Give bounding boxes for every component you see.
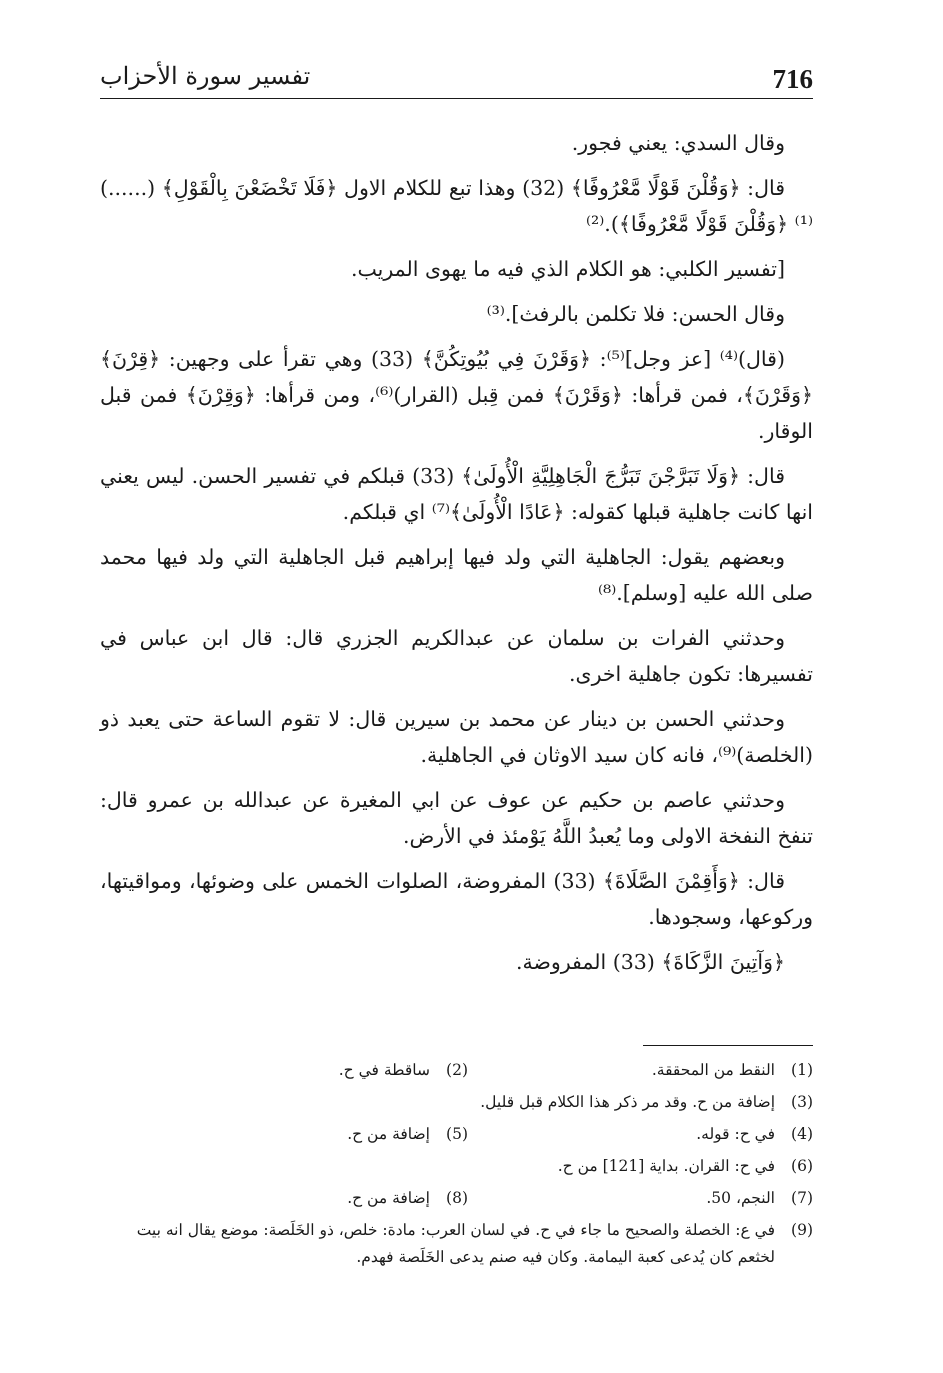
footnote-divider — [643, 1045, 813, 1046]
footnote-number: (1) — [791, 1061, 813, 1079]
footnote — [123, 1182, 468, 1214]
footnote-text: في ح: القران. بداية [121] من ح. — [557, 1157, 775, 1175]
paragraph: وقال السدي: يعني فجور. — [571, 131, 785, 155]
footnote-text: في ح: قوله. — [696, 1125, 775, 1143]
footnote-number: (5) — [446, 1125, 468, 1143]
footnote-text: إضافة من ح. — [347, 1125, 430, 1143]
paragraph: [تفسير الكلبي: هو الكلام الذي فيه ما يهوى المريب. — [350, 257, 785, 281]
footnote-row — [100, 1118, 813, 1150]
footnote — [100, 1214, 813, 1271]
footnote — [558, 1150, 813, 1182]
footnote — [468, 1182, 813, 1214]
footnote-number: (8) — [446, 1189, 468, 1207]
paragraph: وحدثني الفرات بن سلمان عن عبدالكريم الجزري قال: قال ابن عباس في تفسيرها: تكون جاهلية اخرى. — [100, 626, 813, 686]
paragraph: (قال)⁽⁴⁾ [عز وجل]⁽⁵⁾: ﴿وَقَرْنَ فِي بُيُوتِكُنَّ﴾ (33) وهي تقرأ على وجهين: ﴿قِرْنَ﴾ ﴿وَقَرْنَ﴾، فمن قرأها: ﴿وَقَرْنَ﴾ فمن قِبل (القرار)⁽⁶⁾، ومن قرأها: ﴿وَقِرْنَ﴾ فمن قبل الوقار. — [100, 347, 814, 443]
footnote-row — [100, 1182, 813, 1214]
footnote-text: إضافة من ح. — [347, 1189, 430, 1207]
footnote-number: (3) — [791, 1093, 813, 1111]
footnote-text: في ع: الخصلة والصحيح ما جاء في ح. في لسان العرب: مادة: خلص، ذو الخَلَصة: موضع يقال انه بيت لخثعم كان يُدعى كعبة اليمامة. وكان فيه صنم يدعى الخَلَصة فهدم. — [136, 1221, 775, 1266]
footnote-text: النقط من المحققة. — [651, 1061, 775, 1079]
paragraph: قال: ﴿وَلَا تَبَرَّجْنَ تَبَرُّجَ الْجَاهِلِيَّةِ الْأُولَىٰ﴾ (33) قبلكم في تفسير الحسن. ليس يعني انها كانت جاهلية قبلها كقوله: ﴿عَادًا الْأُولَىٰ﴾⁽⁷⁾ اي قبلكم. — [100, 464, 813, 524]
footnote-row — [100, 1214, 813, 1271]
footnote-row — [100, 1150, 813, 1182]
footnote — [123, 1054, 468, 1086]
running-title: تفسير سورة الأحزاب — [100, 62, 311, 90]
paragraph: وقال الحسن: فلا تكلمن بالرفث].⁽³⁾ — [486, 302, 785, 326]
footnote-number: (2) — [446, 1061, 468, 1079]
footnote-text: النجم، 50. — [706, 1189, 775, 1207]
paragraph: وحدثني عاصم بن حكيم عن عوف عن ابي المغيرة عن عبدالله بن عمرو قال: تنفخ النفخة الاولى وما يُعبدُ اللَّهُ يَوْمئذ في الأرض. — [100, 788, 813, 848]
footnote — [480, 1086, 813, 1118]
paragraph: قال: ﴿وَقُلْنَ قَوْلًا مَّعْرُوفًا﴾ (32) وهذا تبع للكلام الاول ﴿فَلَا تَخْضَعْنَ بِالْقَوْلِ﴾ (......)⁽¹⁾ ﴿وَقُلْنَ قَوْلًا مَّعْرُوفًا﴾).⁽²⁾ — [100, 176, 813, 236]
footnote-row — [100, 1054, 813, 1086]
paragraph: ﴿وَآتِينَ الزَّكَاةَ﴾ (33) المفروضة. — [515, 950, 785, 974]
footnote — [468, 1118, 813, 1150]
footnote-text: ساقطة في ح. — [338, 1061, 430, 1079]
footnote-number: (7) — [791, 1189, 813, 1207]
footnote-number: (6) — [791, 1157, 813, 1175]
footnote-text: إضافة من ح. وقد مر ذكر هذا الكلام قبل قليل. — [480, 1093, 775, 1111]
paragraph: قال: ﴿وَأَقِمْنَ الصَّلَاةَ﴾ (33) المفروضة، الصلوات الخمس على وضوئها، ومواقيتها، وركوعها، وسجودها. — [100, 869, 813, 929]
footnote — [123, 1118, 468, 1150]
paragraph: وبعضهم يقول: الجاهلية التي ولد فيها إبراهيم قبل الجاهلية التي ولد فيها محمد صلى الله عليه [وسلم].⁽⁸⁾ — [100, 545, 813, 605]
footnote — [468, 1054, 813, 1086]
footnote-number: (9) — [791, 1221, 813, 1239]
page-header — [100, 58, 813, 99]
page-number: 716 — [772, 64, 813, 94]
footnotes — [100, 1045, 813, 1271]
body-text — [100, 125, 813, 989]
footnote-number: (4) — [791, 1125, 813, 1143]
paragraph: وحدثني الحسن بن دينار عن محمد بن سيرين قال: لا تقوم الساعة حتى يعبد ذو (الخلصة)⁽⁹⁾، فانه كان سيد الاوثان في الجاهلية. — [100, 707, 813, 767]
footnote-row — [100, 1086, 813, 1118]
